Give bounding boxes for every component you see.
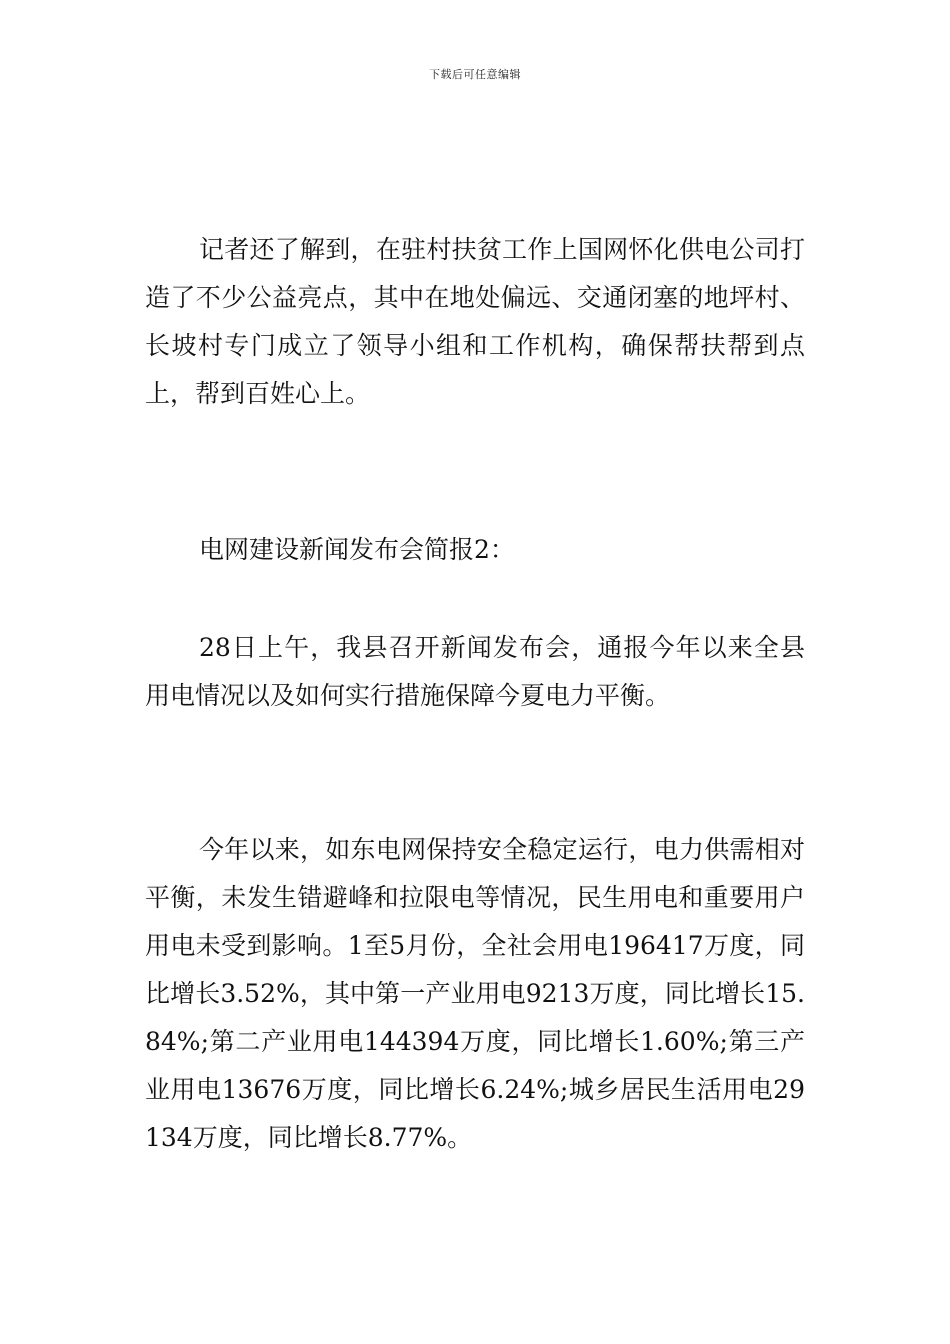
paragraph-power-statistics: 今年以来，如东电网保持安全稳定运行，电力供需相对平衡，未发生错避峰和拉限电等情况，民生用电和重要用户用电未受到影响。1至5月份，全社会用电196417万度，同比增长3.52%，其中第一产业用电9213万度，同比增长15.84%;第二产业用电144394万度，同比增长1.60%;第三产业用电13676万度，同比增长6.24%;城乡居民生活用电29134万度，同比增长8.77%。 bbox=[145, 835, 805, 1152]
paragraph-briefing-title: 电网建设新闻发布会简报2： bbox=[199, 535, 515, 564]
page-header-note: 下载后可任意编辑 bbox=[429, 68, 521, 81]
paragraph-poverty-alleviation: 记者还了解到，在驻村扶贫工作上国网怀化供电公司打造了不少公益亮点，其中在地处偏远、交通闭塞的地坪村、长坡村专门成立了领导小组和工作机构，确保帮扶帮到点上，帮到百姓心上。 bbox=[145, 235, 805, 408]
paragraph-press-conference: 28日上午，我县召开新闻发布会，通报今年以来全县用电情况以及如何实行措施保障今夏电力平衡。 bbox=[145, 633, 805, 710]
